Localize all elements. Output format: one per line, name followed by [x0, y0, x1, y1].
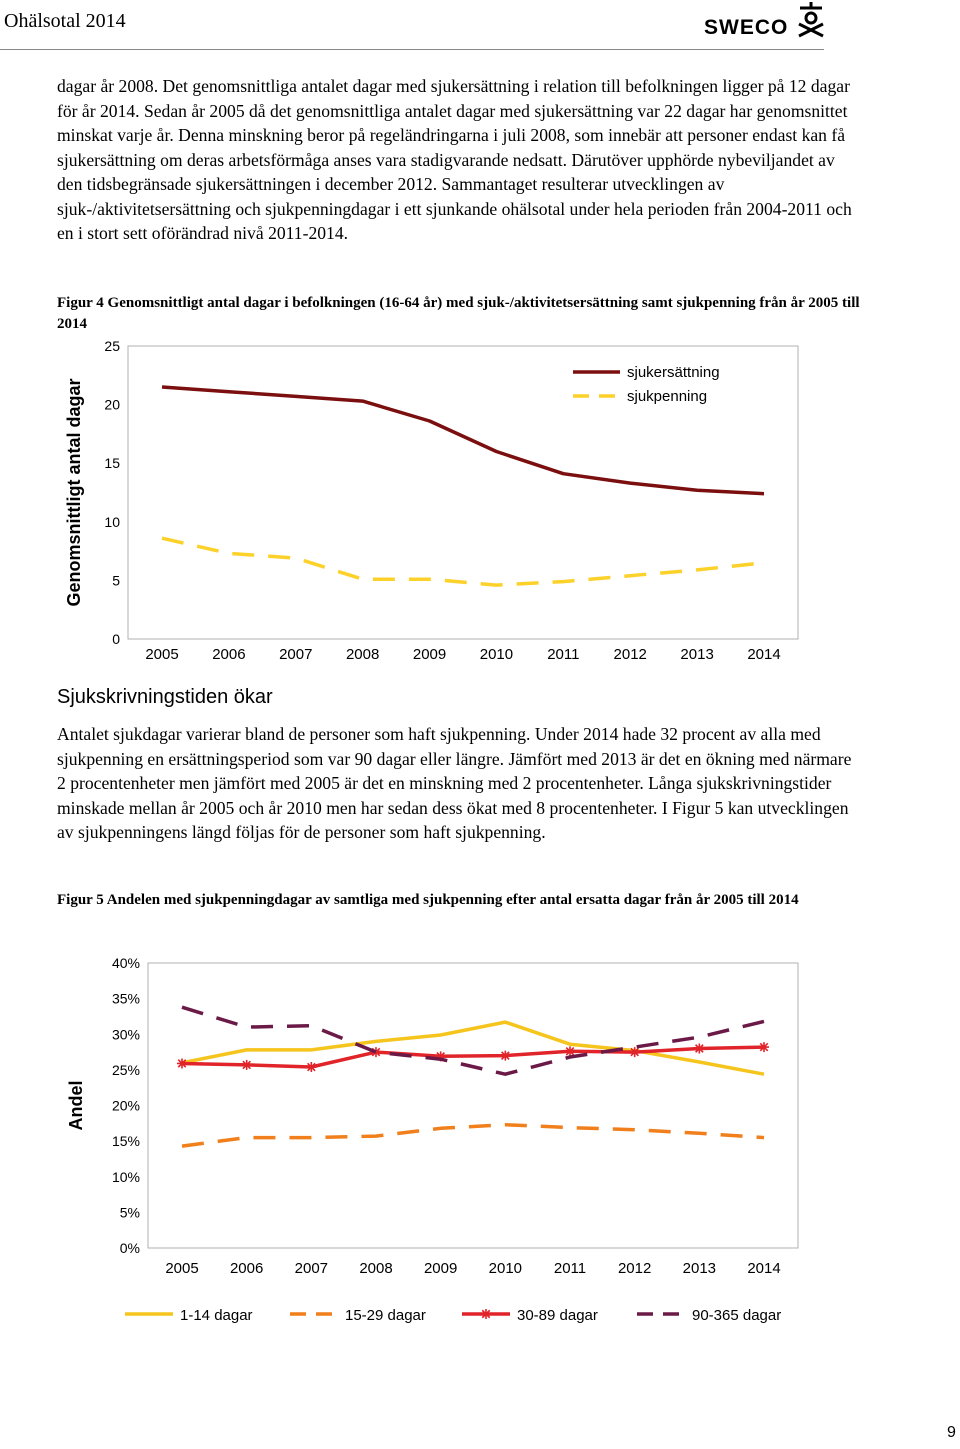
body-paragraph-2: Antalet sjukdagar varierar bland de personer som haft sjukpenning. Under 2014 hade 32 procent av alla med sjukpenning en ersättningsperiod som var 90 dagar eller längre. Jämfört med 2013 är det en ökning med närmare 2 procentenheter men jämfört med 2005 är det en minskning med 2 procentenheter. Långa sjukskrivningstider minskade mellan år 2005 och år 2010 men har sedan dess ökat med 8 procentenheter. I Figur 5 kan utvecklingen av sjukpenningens längd följas för de personer som haft sjukpenning.	[57, 724, 852, 842]
x-tick-label: 2005	[165, 1260, 199, 1277]
x-tick-label: 2013	[680, 646, 714, 663]
figure5-line-chart	[0, 945, 960, 1335]
x-tick-label: 2012	[617, 1260, 652, 1277]
y-axis-label: Andel	[66, 1080, 86, 1131]
x-tick-label: 2008	[359, 1260, 393, 1277]
x-tick-label: 2009	[412, 646, 447, 663]
data-point-marker	[306, 1062, 316, 1072]
page-number: 9	[947, 1424, 956, 1441]
legend-label: 1-14 dagar	[180, 1307, 253, 1324]
figure4-line-chart	[0, 330, 960, 680]
x-tick-label: 2007	[294, 1260, 329, 1277]
y-tick-label: 25%	[111, 1061, 140, 1078]
figure5-caption: Figur 5 Andelen med sjukpenningdagar av samtliga med sjukpenning efter antal ersatta dagar från år 2005 till 2014	[57, 892, 799, 908]
sweco-logo-icon	[796, 2, 826, 38]
plot-area	[148, 963, 798, 1248]
section-heading: Sjukskrivningstiden ökar	[57, 686, 273, 708]
y-tick-label: 10	[104, 513, 120, 530]
x-tick-label: 2014	[747, 646, 781, 663]
y-axis-label: Genomsnittligt antal dagar	[64, 378, 84, 607]
figure4-caption: Figur 4 Genomsnittligt antal dagar i befolkningen (16-64 år) med sjuk-/aktivitetsersättning samt sjukpenning från år 2005 till 2014	[57, 295, 860, 332]
x-tick-label: 2012	[613, 646, 647, 663]
data-point-marker	[694, 1044, 704, 1054]
legend-label: sjukersättning	[627, 364, 720, 381]
y-tick-label: 5%	[119, 1204, 140, 1221]
logo-text: SWECO	[704, 16, 789, 39]
data-point-marker	[630, 1047, 640, 1057]
header-divider	[0, 49, 824, 50]
y-tick-label: 0%	[119, 1240, 140, 1256]
legend-marker	[481, 1309, 491, 1319]
y-tick-label: 35%	[111, 990, 140, 1007]
legend-label: 90-365 dagar	[692, 1307, 782, 1324]
data-point-marker	[242, 1060, 252, 1070]
x-tick-label: 2014	[747, 1260, 781, 1277]
x-tick-label: 2010	[488, 1260, 523, 1277]
y-tick-label: 5	[112, 572, 120, 589]
body-paragraph-1: dagar år 2008. Det genomsnittliga antalet dagar med sjukersättning i relation till befolkningen ligger på 12 dagar för år 2014. Sedan år 2005 då det genomsnittliga antalet dagar med sjukersättning var 22 dagar har genomsnittet minskat varje år. Denna minskning beror på regeländringarna i juli 2008, som innebär att personer endast kan få sjukersättning om deras arbetsförmåga anses vara stadigvarande nedsatt. Därutöver upphörde nybeviljandet av den tidsbegränsade sjukersättningen i december 2012. Sammantaget resulterar utvecklingen av sjuk-/aktivitetsersättning och sjukpenningdagar i ett sjunkande ohälsotal under hela perioden från 2004-2011 och en i stort sett oförändrad nivå 2011-2014.	[57, 76, 852, 243]
y-tick-label: 15	[104, 455, 120, 472]
x-tick-label: 2005	[145, 646, 179, 663]
y-tick-label: 0	[112, 631, 120, 647]
x-tick-label: 2010	[479, 646, 514, 663]
x-tick-label: 2006	[229, 1260, 264, 1277]
x-tick-label: 2007	[279, 646, 313, 663]
y-tick-label: 25	[104, 338, 120, 354]
series-line	[162, 538, 764, 585]
x-tick-label: 2011	[553, 1260, 587, 1277]
y-tick-label: 40%	[111, 955, 140, 971]
x-tick-label: 2009	[423, 1260, 458, 1277]
y-tick-label: 30%	[111, 1026, 140, 1043]
legend-label: 15-29 dagar	[345, 1307, 426, 1324]
header-title: Ohälsotal 2014	[4, 10, 126, 32]
x-tick-label: 2011	[547, 646, 580, 663]
data-point-marker	[759, 1042, 769, 1052]
legend-label: sjukpenning	[627, 388, 708, 405]
y-tick-label: 20%	[111, 1097, 140, 1114]
y-tick-label: 20	[104, 396, 120, 413]
data-point-marker	[177, 1058, 187, 1068]
data-point-marker	[500, 1051, 510, 1061]
y-tick-label: 10%	[111, 1168, 140, 1185]
x-tick-label: 2006	[212, 646, 246, 663]
x-tick-label: 2013	[682, 1260, 717, 1277]
y-tick-label: 15%	[111, 1133, 140, 1150]
series-line	[182, 1125, 764, 1146]
x-tick-label: 2008	[345, 646, 380, 663]
legend-label: 30-89 dagar	[517, 1307, 598, 1324]
sweco-logo	[704, 2, 824, 42]
